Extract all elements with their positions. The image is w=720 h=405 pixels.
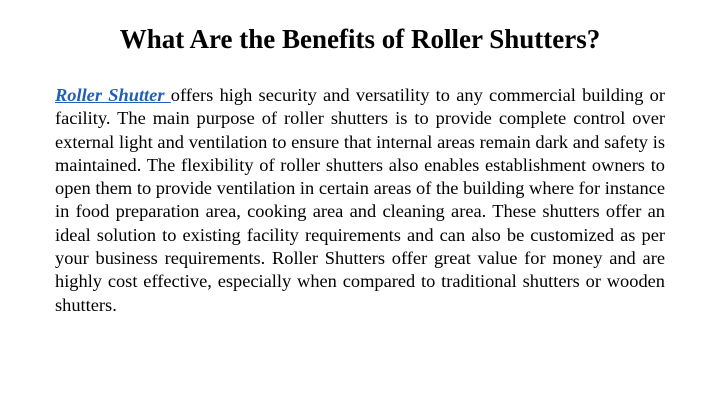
body-paragraph bbox=[55, 84, 665, 317]
body-text: offers high security and versatility to any commercial building or facility. The main purpose of roller shutters is to provide complete control over external light and ventilation to ensure that internal areas remain dark and safety is maintained. The flexibility of roller shutters also enables establishment owners to open them to provide ventilation in certain areas of the building where for instance in food preparation area, cooking area and cleaning area. These shutters offer an ideal solution to existing facility requirements and can also be customized as per your business requirements. Roller Shutters offer great value for money and are highly cost effective, especially when compared to traditional shutters or wooden shutters. bbox=[55, 85, 665, 315]
roller-shutter-link[interactable]: Roller Shutter bbox=[55, 85, 171, 105]
slide-title: What Are the Benefits of Roller Shutters? bbox=[119, 24, 601, 54]
